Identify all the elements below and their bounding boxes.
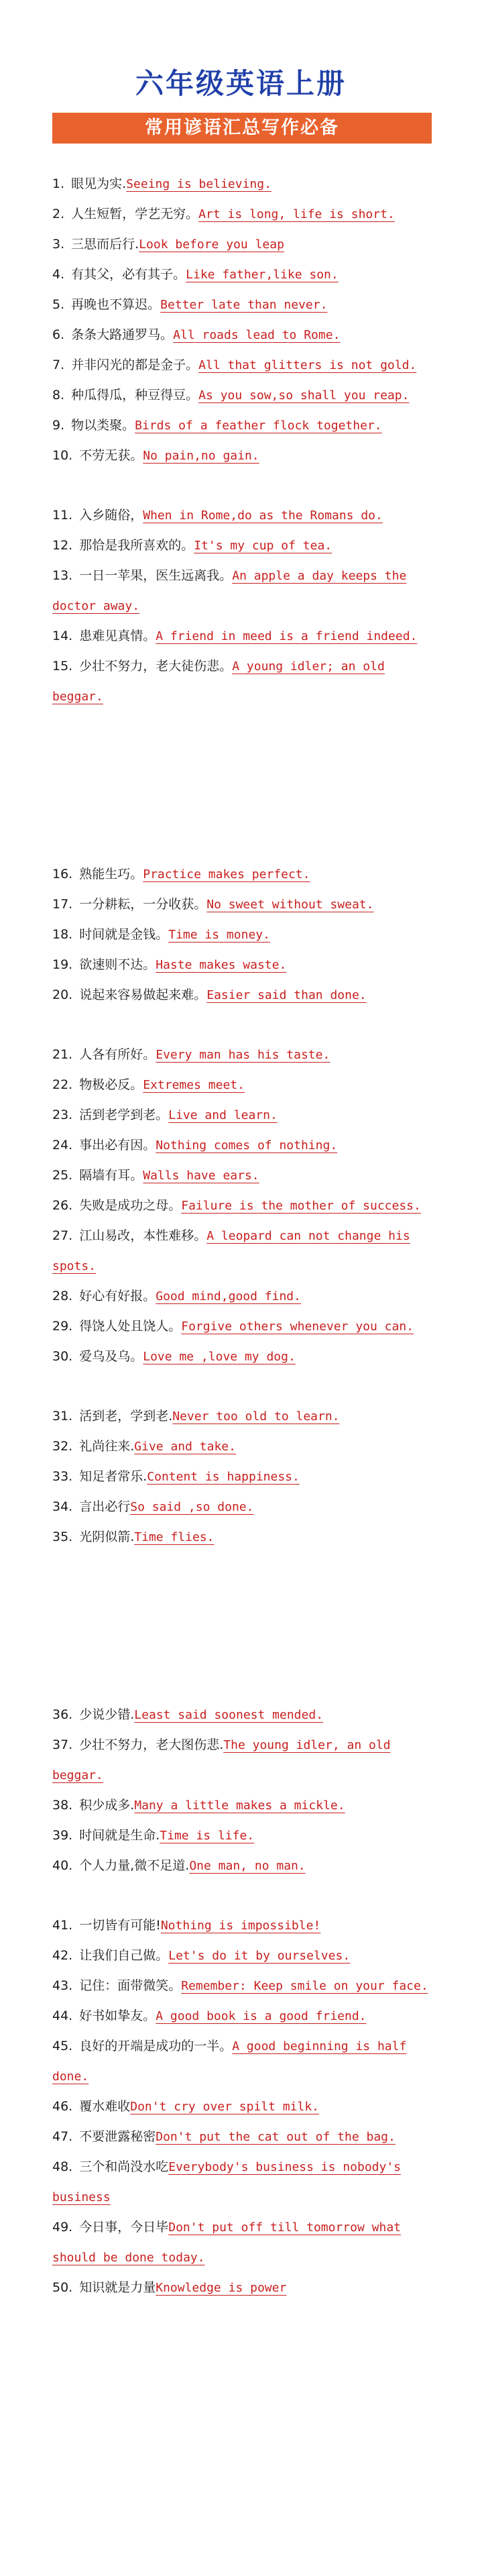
chinese-proverb: 物极必反。: [79, 1077, 143, 1092]
english-proverb: Nothing comes of nothing.: [156, 1138, 338, 1152]
english-proverb: A friend in meed is a friend indeed.: [156, 629, 418, 643]
proverb-item-45: [52, 2031, 432, 2092]
english-proverb: Forgive others whenever you can.: [181, 1320, 414, 1334]
proverb-item-31: [52, 1401, 432, 1432]
proverb-item-8: [52, 380, 432, 411]
proverb-item-50: [52, 2273, 432, 2303]
english-proverb: Everybody's business is nobody's business: [52, 2160, 402, 2204]
proverb-item-4: [52, 260, 432, 290]
chinese-proverb: 再晚也不算迟。: [71, 297, 161, 312]
item-number: 7.: [52, 358, 65, 372]
proverb-item-18: [52, 920, 432, 950]
chinese-proverb: 一日一苹果，医生远离我。: [79, 568, 233, 583]
proverb-item-19: [52, 950, 432, 980]
english-proverb: Time is money.: [168, 928, 270, 942]
chinese-proverb: 活到老，学到老.: [79, 1409, 173, 1424]
english-proverb: Birds of a feather flock together.: [135, 419, 382, 433]
proverb-item-16: [52, 859, 432, 890]
item-number: 16.: [52, 867, 73, 881]
chinese-proverb: 熟能生巧。: [79, 867, 143, 881]
chinese-proverb: 少说少错.: [79, 1707, 135, 1722]
proverb-item-21: [52, 1040, 432, 1070]
chinese-proverb: 今日事，今日毕: [79, 2220, 169, 2235]
item-number: 28.: [52, 1289, 73, 1303]
proverb-item-11: [52, 500, 432, 531]
english-proverb: Easier said than done.: [206, 988, 367, 1002]
item-number: 36.: [52, 1707, 73, 1722]
chinese-proverb: 好心有好报。: [79, 1289, 156, 1303]
english-proverb: Don't cry over spilt milk.: [130, 2100, 319, 2114]
item-number: 3.: [52, 237, 65, 252]
english-proverb: Live and learn.: [168, 1108, 278, 1122]
item-number: 49.: [52, 2220, 73, 2235]
english-proverb: All that glitters is not gold.: [198, 358, 417, 372]
proverb-item-3: [52, 229, 432, 260]
english-proverb: The young idler, an old beggar.: [52, 1738, 391, 1782]
item-number: 42.: [52, 1948, 73, 1963]
item-number: 10.: [52, 448, 73, 463]
chinese-proverb: 条条大路通罗马。: [71, 327, 174, 342]
group-gap: [52, 1010, 432, 1040]
item-number: 39.: [52, 1828, 73, 1843]
item-number: 17.: [52, 897, 73, 912]
item-number: 9.: [52, 418, 65, 433]
chinese-proverb: 欲速则不达。: [79, 957, 156, 972]
chinese-proverb: 不劳无获。: [79, 448, 143, 463]
english-proverb: Least said soonest mended.: [134, 1708, 324, 1722]
chinese-proverb: 那恰是我所喜欢的。: [79, 538, 194, 553]
english-proverb: Don't put off till tomorrow what should be done today.: [52, 2220, 402, 2265]
item-number: 40.: [52, 1858, 73, 1873]
proverb-item-12: [52, 531, 432, 561]
chinese-proverb: 种瓜得瓜，种豆得豆。: [71, 388, 199, 402]
chinese-proverb: 失败是成功之母。: [79, 1198, 182, 1213]
item-number: 20.: [52, 987, 73, 1002]
proverb-item-23: [52, 1100, 432, 1130]
chinese-proverb: 活到老学到老。: [79, 1108, 169, 1122]
english-proverb: Practice makes perfect.: [143, 867, 310, 881]
proverb-item-43: [52, 1971, 432, 2001]
english-proverb: Art is long, life is short.: [198, 207, 395, 221]
proverb-item-35: [52, 1522, 432, 1552]
item-number: 37.: [52, 1737, 73, 1752]
proverb-item-46: [52, 2092, 432, 2122]
chinese-proverb: 言出必行: [79, 1499, 131, 1514]
chinese-proverb: 三个和尚没水吃: [79, 2159, 169, 2174]
chinese-proverb: 并非闪光的都是金子。: [71, 358, 199, 372]
chinese-proverb: 事出必有因。: [79, 1138, 156, 1152]
item-number: 21.: [52, 1047, 73, 1062]
english-proverb: Time flies.: [134, 1530, 215, 1544]
english-proverb: Don't put the cat out of the bag.: [156, 2130, 396, 2144]
chinese-proverb: 让我们自己做。: [79, 1948, 169, 1963]
item-number: 11.: [52, 508, 73, 523]
item-number: 27.: [52, 1228, 73, 1243]
english-proverb: Walls have ears.: [143, 1169, 259, 1183]
english-proverb: An apple a day keeps the doctor away.: [52, 569, 407, 613]
item-number: 34.: [52, 1499, 73, 1514]
english-proverb: Every man has his taste.: [156, 1048, 330, 1062]
page-title: 六年级英语上册: [135, 67, 347, 100]
proverb-item-22: [52, 1070, 432, 1100]
proverb-item-38: [52, 1790, 432, 1821]
item-number: 2.: [52, 207, 65, 221]
english-proverb: Many a little makes a mickle.: [134, 1799, 345, 1813]
subtitle-banner: 常用谚语汇总写作必备: [52, 113, 432, 144]
proverb-item-49: [52, 2212, 432, 2273]
item-number: 5.: [52, 297, 65, 312]
item-number: 14.: [52, 629, 73, 643]
chinese-proverb: 江山易改，本性难移。: [79, 1228, 207, 1243]
chinese-proverb: 一切皆有可能!: [79, 1918, 161, 1933]
item-number: 33.: [52, 1469, 73, 1484]
proverb-item-40: [52, 1851, 432, 1881]
english-proverb: Haste makes waste.: [156, 958, 287, 972]
english-proverb: Failure is the mother of success.: [181, 1199, 421, 1213]
chinese-proverb: 良好的开端是成功的一半。: [79, 2039, 233, 2053]
proverb-item-13: [52, 561, 432, 621]
chinese-proverb: 少壮不努力，老大徒伤悲。: [79, 659, 233, 674]
item-number: 4.: [52, 267, 65, 282]
proverb-item-33: [52, 1462, 432, 1492]
item-number: 8.: [52, 388, 65, 402]
item-number: 30.: [52, 1349, 73, 1364]
chinese-proverb: 知识就是力量: [79, 2280, 156, 2295]
chinese-proverb: 眼见为实.: [71, 176, 127, 191]
group-gap: [52, 1372, 432, 1401]
item-number: 35.: [52, 1529, 73, 1544]
item-number: 41.: [52, 1918, 73, 1933]
proverb-item-47: [52, 2122, 432, 2152]
chinese-proverb: 人各有所好。: [79, 1047, 156, 1062]
proverb-item-48: [52, 2152, 432, 2212]
item-number: 6.: [52, 327, 65, 342]
english-proverb: Like father,like son.: [186, 268, 339, 282]
item-number: 1.: [52, 176, 65, 191]
item-number: 43.: [52, 1978, 73, 1993]
english-proverb: No sweet without sweat.: [206, 898, 374, 912]
chinese-proverb: 隔墙有耳。: [79, 1168, 143, 1183]
english-proverb: Time is life.: [160, 1829, 255, 1843]
chinese-proverb: 一分耕耘，一分收获。: [79, 897, 207, 912]
chinese-proverb: 有其父，必有其子。: [71, 267, 186, 282]
section-gap: [52, 712, 432, 859]
proverb-item-20: [52, 980, 432, 1010]
chinese-proverb: 时间就是生命.: [79, 1828, 160, 1843]
chinese-proverb: 积少成多.: [79, 1798, 135, 1813]
item-number: 45.: [52, 2039, 73, 2053]
english-proverb: Extremes meet.: [143, 1078, 245, 1092]
item-number: 18.: [52, 927, 73, 942]
english-proverb: Never too old to learn.: [172, 1409, 340, 1424]
item-number: 48.: [52, 2159, 73, 2174]
chinese-proverb: 不要泄露秘密: [79, 2129, 156, 2144]
item-number: 38.: [52, 1798, 73, 1813]
proverb-item-44: [52, 2001, 432, 2031]
english-proverb: A young idler; an old beggar.: [52, 659, 385, 704]
english-proverb: Good mind,good find.: [156, 1289, 301, 1303]
item-number: 29.: [52, 1319, 73, 1334]
english-proverb: So said ,so done.: [130, 1500, 254, 1514]
item-number: 24.: [52, 1138, 73, 1152]
english-proverb: No pain,no gain.: [143, 449, 259, 463]
chinese-proverb: 三思而后行.: [71, 237, 139, 252]
proverb-item-37: [52, 1730, 432, 1790]
chinese-proverb: 人生短暂，学艺无穷。: [71, 207, 199, 221]
item-number: 23.: [52, 1108, 73, 1122]
proverb-item-24: [52, 1130, 432, 1161]
proverb-item-9: [52, 411, 432, 441]
chinese-proverb: 物以类聚。: [71, 418, 135, 433]
proverb-item-6: [52, 320, 432, 350]
proverb-item-2: [52, 199, 432, 229]
item-number: 22.: [52, 1077, 73, 1092]
chinese-proverb: 少壮不努力，老大图伤悲.: [79, 1737, 224, 1752]
english-proverb: Let's do it by ourselves.: [168, 1949, 351, 1963]
proverb-item-10: [52, 441, 432, 471]
item-number: 47.: [52, 2129, 73, 2144]
english-proverb: Nothing is impossible!: [160, 1919, 321, 1933]
english-proverb: When in Rome,do as the Romans do.: [143, 508, 383, 523]
item-number: 26.: [52, 1198, 73, 1213]
chinese-proverb: 礼尚往来.: [79, 1439, 135, 1454]
chinese-proverb: 光阴似箭.: [79, 1529, 135, 1544]
english-proverb: As you sow,so shall you reap.: [198, 388, 410, 402]
chinese-proverb: 患难见真情。: [79, 629, 156, 643]
english-proverb: Seeing is believing.: [126, 177, 272, 191]
english-proverb: Better late than never.: [160, 298, 328, 312]
item-number: 32.: [52, 1439, 73, 1454]
chinese-proverb: 得饶人处且饶人。: [79, 1319, 182, 1334]
english-proverb: Look before you leap: [139, 237, 284, 252]
proverb-item-5: [52, 290, 432, 320]
proverb-item-26: [52, 1191, 432, 1221]
proverb-item-25: [52, 1161, 432, 1191]
proverb-item-41: [52, 1911, 432, 1941]
english-proverb: A good book is a good friend.: [156, 2009, 367, 2023]
chinese-proverb: 爱乌及乌。: [79, 1349, 143, 1364]
english-proverb: A leopard can not change his spots.: [52, 1229, 410, 1273]
english-proverb: A good beginning is half done.: [52, 2039, 407, 2084]
proverb-item-7: [52, 350, 432, 380]
proverb-item-36: [52, 1700, 432, 1730]
chinese-proverb: 覆水难收: [79, 2099, 131, 2114]
english-proverb: One man, no man.: [189, 1859, 306, 1873]
english-proverb: It's my cup of tea.: [194, 539, 333, 553]
proverb-item-34: [52, 1492, 432, 1522]
chinese-proverb: 个人力量,微不足道.: [79, 1858, 190, 1873]
item-number: 12.: [52, 538, 73, 553]
english-proverb: Love me ,love my dog.: [143, 1350, 296, 1364]
group-gap: [52, 471, 432, 500]
chinese-proverb: 知足者常乐.: [79, 1469, 147, 1484]
proverb-item-14: [52, 621, 432, 651]
english-proverb: Knowledge is power: [156, 2281, 287, 2295]
proverb-item-28: [52, 1281, 432, 1311]
english-proverb: Remember: Keep smile on your face.: [181, 1979, 428, 1993]
item-number: 31.: [52, 1409, 73, 1424]
proverb-item-39: [52, 1821, 432, 1851]
proverb-item-1: [52, 169, 432, 199]
english-proverb: Give and take.: [134, 1440, 236, 1454]
proverb-item-15: [52, 651, 432, 712]
proverb-item-42: [52, 1941, 432, 1971]
proverb-item-32: [52, 1432, 432, 1462]
chinese-proverb: 记住：面带微笑。: [79, 1978, 182, 1993]
english-proverb: All roads lead to Rome.: [173, 328, 341, 342]
chinese-proverb: 入乡随俗，: [79, 508, 143, 523]
proverb-item-29: [52, 1311, 432, 1342]
item-number: 15.: [52, 659, 73, 674]
proverb-item-30: [52, 1342, 432, 1372]
item-number: 13.: [52, 568, 73, 583]
english-proverb: Content is happiness.: [147, 1470, 300, 1484]
proverb-item-17: [52, 890, 432, 920]
proverb-list: [52, 169, 432, 2303]
chinese-proverb: 时间就是金钱。: [79, 927, 169, 942]
item-number: 25.: [52, 1168, 73, 1183]
item-number: 46.: [52, 2099, 73, 2114]
item-number: 44.: [52, 2008, 73, 2023]
section-gap: [52, 1552, 432, 1700]
proverb-item-27: [52, 1221, 432, 1281]
group-gap: [52, 1881, 432, 1911]
item-number: 50.: [52, 2280, 73, 2295]
chinese-proverb: 说起来容易做起来难。: [79, 987, 207, 1002]
item-number: 19.: [52, 957, 73, 972]
chinese-proverb: 好书如挚友。: [79, 2008, 156, 2023]
